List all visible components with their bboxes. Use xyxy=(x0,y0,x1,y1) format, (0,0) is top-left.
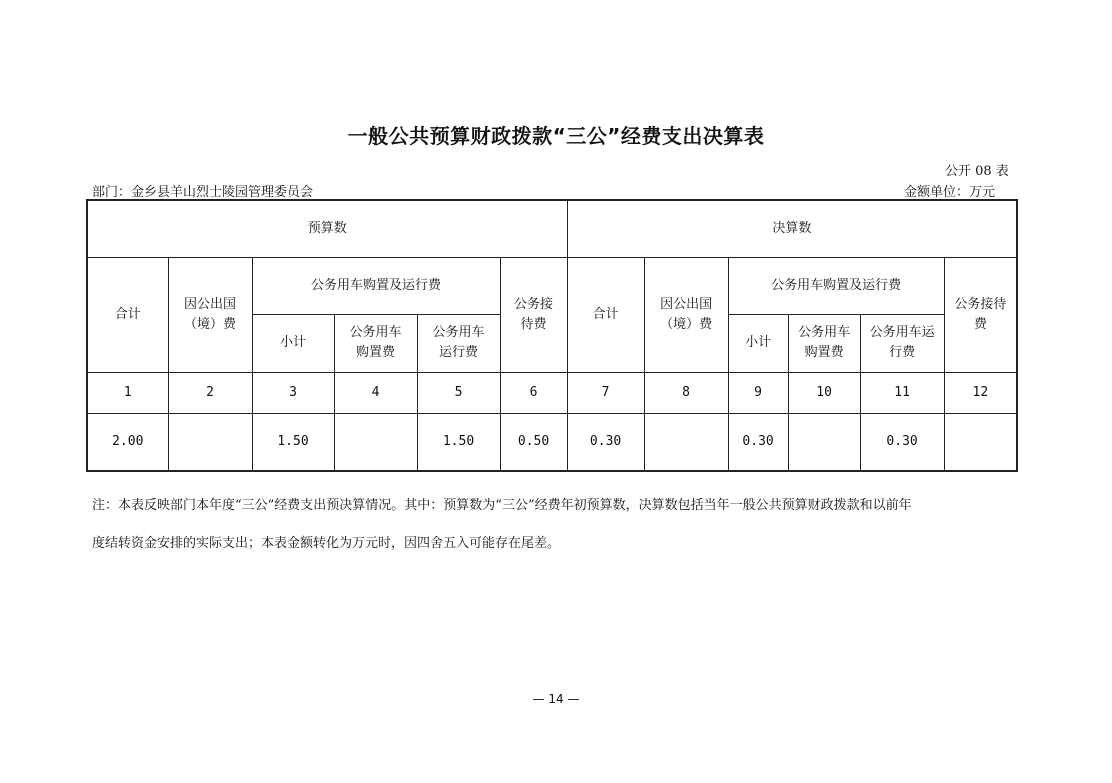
index-cell: 4 xyxy=(334,372,417,413)
final-reception-header: 公务接待 费 xyxy=(944,257,1017,372)
budget-purchase-value xyxy=(334,413,417,471)
index-cell: 7 xyxy=(567,372,644,413)
budget-purchase-header: 公务用车 购置费 xyxy=(334,314,417,372)
unit-label: 金额单位：万元 xyxy=(904,185,996,200)
index-cell: 12 xyxy=(944,372,1017,413)
final-subtotal-value: 0.30 xyxy=(728,413,788,471)
budget-operation-header: 公务用车 运行费 xyxy=(417,314,500,372)
budget-operation-value: 1.50 xyxy=(417,413,500,471)
form-number: 公开 08 表 xyxy=(945,164,1009,179)
page-number: — 14 — xyxy=(532,692,580,706)
index-cell: 8 xyxy=(644,372,728,413)
final-total-header: 合计 xyxy=(567,257,644,372)
final-abroad-value xyxy=(644,413,728,471)
final-total-value: 0.30 xyxy=(567,413,644,471)
final-operation-header: 公务用车运 行费 xyxy=(860,314,944,372)
index-cell: 11 xyxy=(860,372,944,413)
page-title: 一般公共预算财政拨款“三公”经费支出决算表 xyxy=(347,124,765,148)
final-reception-value xyxy=(944,413,1017,471)
final-operation-value: 0.30 xyxy=(860,413,944,471)
index-cell: 6 xyxy=(500,372,567,413)
data-row xyxy=(87,413,1017,471)
budget-reception-header: 公务接 待费 xyxy=(500,257,567,372)
group-header-row xyxy=(87,200,1017,257)
budget-vehicle-header: 公务用车购置及运行费 xyxy=(252,257,500,314)
budget-total-value: 2.00 xyxy=(87,413,168,471)
index-cell: 3 xyxy=(252,372,334,413)
index-cell: 2 xyxy=(168,372,252,413)
budget-total-header: 合计 xyxy=(87,257,168,372)
index-cell: 5 xyxy=(417,372,500,413)
three-public-expenses-table xyxy=(86,199,1018,472)
index-cell: 10 xyxy=(788,372,860,413)
final-vehicle-header: 公务用车购置及运行费 xyxy=(728,257,944,314)
budget-subtotal-header: 小计 xyxy=(252,314,334,372)
budget-abroad-value xyxy=(168,413,252,471)
index-cell: 9 xyxy=(728,372,788,413)
final-purchase-header: 公务用车 购置费 xyxy=(788,314,860,372)
budget-reception-value: 0.50 xyxy=(500,413,567,471)
table-note xyxy=(92,487,1017,563)
final-purchase-value xyxy=(788,413,860,471)
note-line: 度结转资金安排的实际支出；本表金额转化为万元时，因四舍五入可能存在尾差。 xyxy=(92,536,561,551)
budget-subtotal-value: 1.50 xyxy=(252,413,334,471)
index-row xyxy=(87,372,1017,413)
department-label: 部门：金乡县羊山烈士陵园管理委员会 xyxy=(92,185,314,200)
budget-group-header: 预算数 xyxy=(87,200,567,257)
column-header-row xyxy=(87,257,1017,314)
index-cell: 1 xyxy=(87,372,168,413)
budget-abroad-header: 因公出国 （境）费 xyxy=(168,257,252,372)
final-abroad-header: 因公出国 （境）费 xyxy=(644,257,728,372)
note-line: 注：本表反映部门本年度“三公”经费支出预决算情况。其中：预算数为“三公”经费年初预算数，决算数包括当年一般公共预算财政拨款和以前年 xyxy=(92,498,912,513)
final-group-header: 决算数 xyxy=(567,200,1017,257)
final-subtotal-header: 小计 xyxy=(728,314,788,372)
